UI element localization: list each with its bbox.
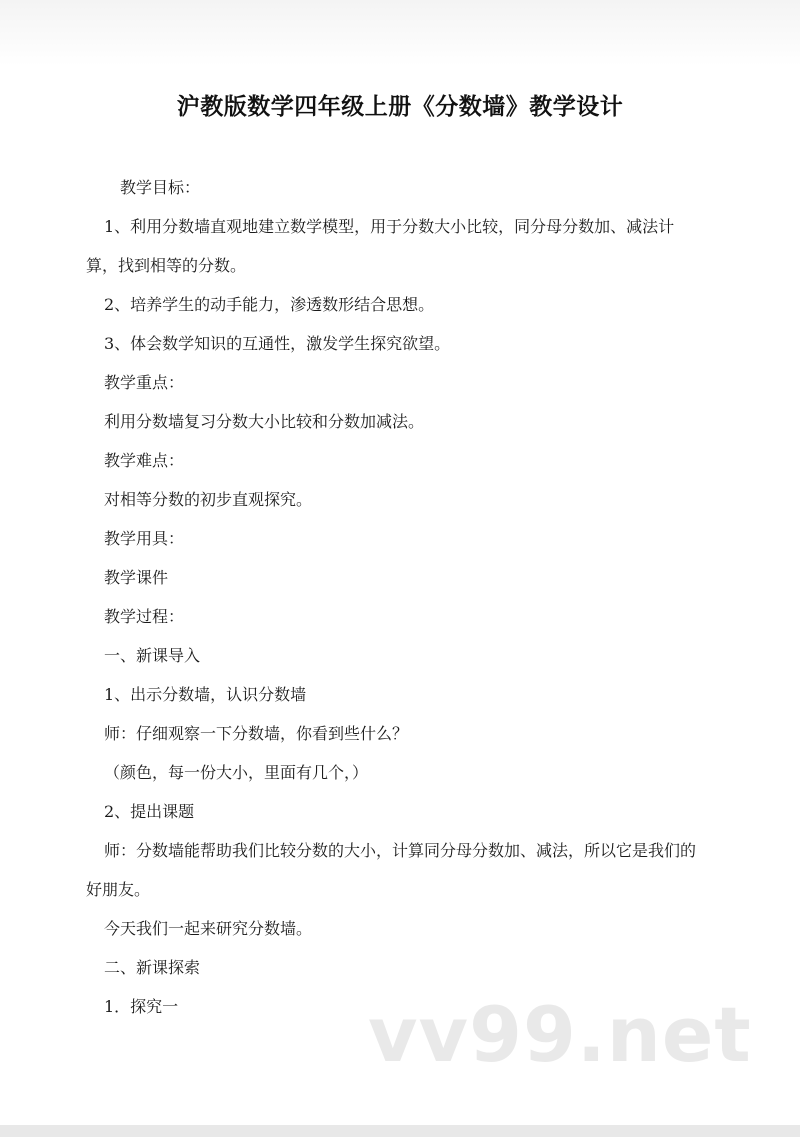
paragraph-difficulties: 对相等分数的初步直观探究。 [104, 490, 313, 509]
paragraph-goal-2: 2、培养学生的动手能力，渗透数形结合思想。 [104, 295, 435, 314]
watermark-logo: vv99.net [368, 990, 752, 1079]
paragraph-tools: 教学课件 [104, 568, 169, 587]
paragraph-process-heading: 教学过程： [104, 607, 185, 626]
page-top-margin [0, 0, 800, 66]
paragraph-section-intro: 一、新课导入 [104, 646, 201, 665]
paragraph-goal-1: 1、利用分数墙直观地建立数学模型，用于分数大小比较，同分母分数加、减法计算，找到相等的分数。 [86, 217, 675, 275]
page-bottom-edge [0, 1125, 800, 1137]
paragraph-explore-1: 1．探究一 [104, 997, 179, 1016]
paragraph-today-study: 今天我们一起来研究分数墙。 [104, 919, 313, 938]
paragraph-teacher-explanation: 师：分数墙能帮助我们比较分数的大小，计算同分母分数加、减法，所以它是我们的好朋友。 [86, 841, 697, 899]
paragraph-student-answer: （颜色，每一份大小，里面有几个，） [104, 763, 369, 782]
paragraph-teacher-question: 师：仔细观察一下分数墙，你看到些什么？ [104, 724, 409, 743]
paragraph-section-explore: 二、新课探索 [104, 958, 201, 977]
paragraph-teaching-goals-heading: 教学目标： [120, 178, 201, 197]
paragraph-step-2: 2、提出课题 [104, 802, 195, 821]
document-title: 沪教版数学四年级上册《分数墙》教学设计 [176, 94, 624, 120]
document-body [86, 168, 706, 1026]
paragraph-tools-heading: 教学用具： [104, 529, 185, 548]
paragraph-key-points: 利用分数墙复习分数大小比较和分数加减法。 [104, 412, 425, 431]
paragraph-difficulties-heading: 教学难点： [104, 451, 185, 470]
paragraph-key-points-heading: 教学重点： [104, 373, 185, 392]
paragraph-step-1: 1、出示分数墙，认识分数墙 [104, 685, 307, 704]
paragraph-goal-3: 3、体会数学知识的互通性，激发学生探究欲望。 [104, 334, 451, 353]
